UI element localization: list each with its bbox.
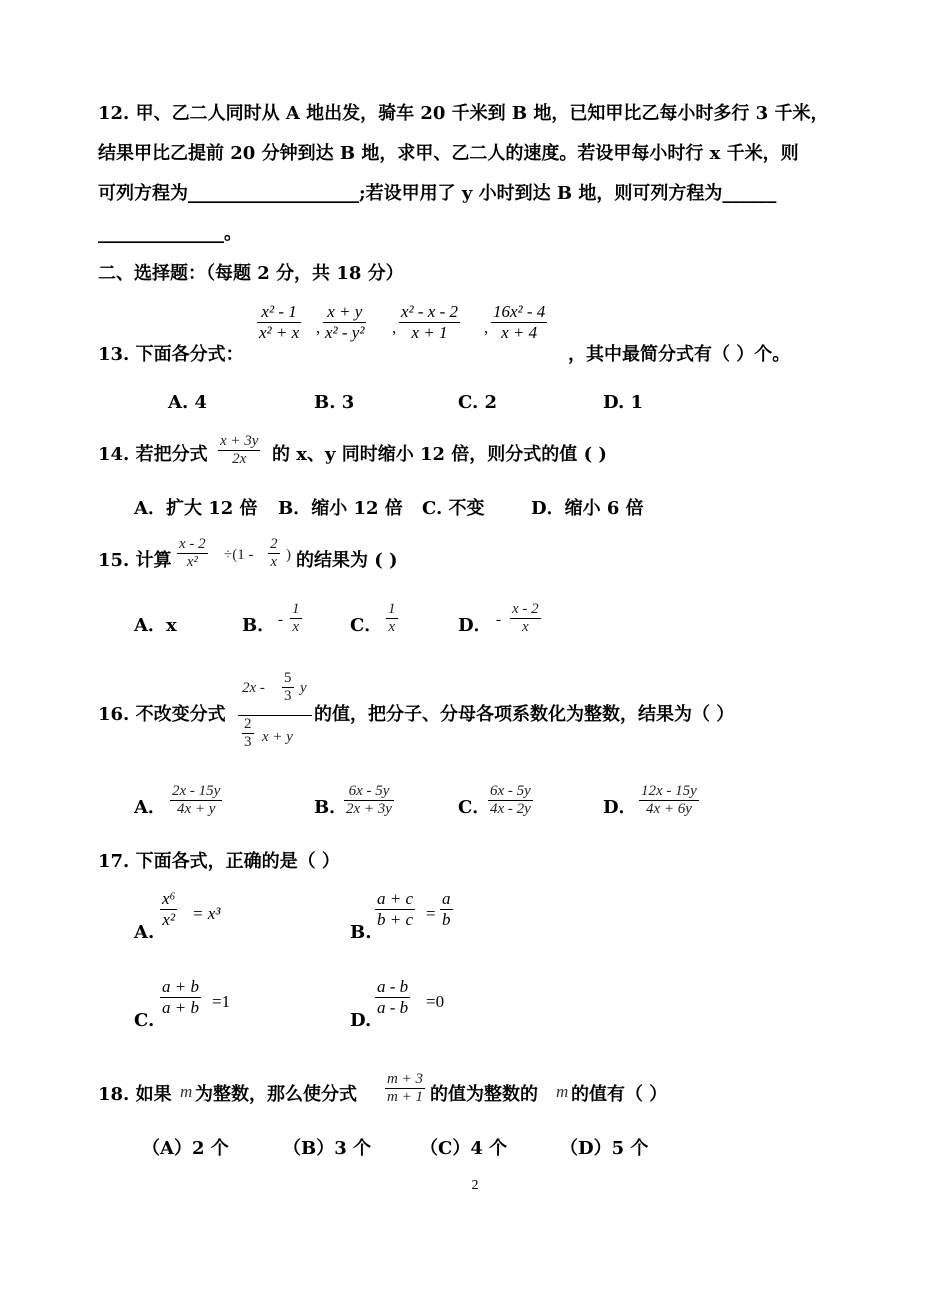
- q17-d-num: a - b: [377, 977, 409, 996]
- q15-a-label: A．: [134, 615, 166, 636]
- q17-b-eq: =: [426, 904, 436, 923]
- q17-b-rden: b: [442, 909, 451, 929]
- q15-option-c: C．: [350, 615, 383, 636]
- q16-den-frac: [242, 716, 254, 752]
- q17-c-rhs: =1: [212, 992, 231, 1011]
- q15-lead: 15. 计算: [98, 550, 172, 571]
- q14-den: 2x: [232, 451, 247, 468]
- q13-f3-den: x + 1: [411, 322, 448, 342]
- q14-option-a: A．扩大 12 倍: [134, 498, 258, 519]
- q15-tail: 的结果为 ( ): [296, 550, 398, 571]
- q16-tail: 的值，把分子、分母各项系数化为整数，结果为（ ）: [314, 704, 735, 725]
- q16-nf-num: 5: [282, 670, 294, 688]
- q18-tail: 的值有（ ）: [571, 1084, 668, 1105]
- q15-fraction-2: [268, 536, 280, 572]
- q16-d-num: 12x - 15y: [639, 783, 699, 801]
- q16-d-fraction: [639, 783, 699, 819]
- q16-b-fraction: [344, 783, 394, 819]
- q16-df-num: 2: [242, 716, 254, 734]
- q13-f3-num: x² - x - 2: [401, 302, 459, 321]
- q17-d-rhs: =0: [426, 992, 445, 1011]
- q14-fraction: [218, 433, 260, 469]
- q16-complex-fraction: [238, 670, 312, 768]
- q17-d-fraction: [375, 977, 410, 1017]
- q15-f2-den: x: [270, 554, 278, 571]
- q16-b-den: 2x + 3y: [346, 801, 392, 818]
- q15-option-a: [134, 611, 177, 637]
- q13-f1-den: x² + x: [259, 322, 300, 342]
- q14-tail: 的 x、y 同时缩小 12 倍，则分式的值 ( ): [272, 444, 607, 465]
- q16-b-num: 6x - 5y: [344, 783, 394, 801]
- q17-d-den: a - b: [377, 997, 409, 1017]
- q16-a-num: 2x - 15y: [170, 783, 222, 801]
- q16-option-d: D．: [603, 797, 637, 818]
- q14-option-b: B．缩小 12 倍: [278, 498, 403, 519]
- q17-a-rhs: = x³: [192, 904, 221, 923]
- q12-line3: 可列方程为___________________;若设甲用了 y 小时到达 B 地，则可列方程为______: [98, 183, 777, 204]
- q13-option-a: A. 4: [168, 392, 208, 413]
- q18-option-b: （B）3 个: [283, 1138, 372, 1159]
- q14-num: x + 3y: [218, 433, 260, 451]
- q17-b-rnum: a: [442, 889, 451, 908]
- q17-c-fraction: [160, 977, 201, 1017]
- q16-c-den: 4x - 2y: [490, 801, 531, 818]
- q15-c-den: x: [388, 619, 396, 636]
- q18-var-m: m: [180, 1082, 193, 1101]
- q15-a-text: x: [165, 615, 177, 636]
- q16-option-a: A．: [134, 797, 166, 818]
- q13-lead: 13. 下面各分式：: [98, 344, 244, 365]
- q16-a-fraction: [170, 783, 222, 819]
- q17-a-den: x²: [162, 909, 176, 929]
- q13-fraction-1: [257, 302, 301, 342]
- q16-c-fraction: [488, 783, 533, 819]
- q17-option-c: C.: [134, 1010, 155, 1031]
- q17-c-num: a + b: [162, 977, 199, 996]
- q18-num: m + 3: [385, 1071, 425, 1089]
- q18-fraction: [385, 1071, 425, 1107]
- page-number: 2: [471, 1178, 479, 1193]
- q15-f2-num: 2: [268, 536, 280, 554]
- q13-option-d: D. 1: [603, 392, 644, 413]
- q18-option-a: （A）2 个: [142, 1138, 229, 1159]
- q15-option-b: B．: [242, 615, 276, 636]
- q17-c-den: a + b: [162, 997, 199, 1017]
- q13-f4-num: 16x² - 4: [493, 302, 546, 321]
- q15-d-num: x - 2: [510, 601, 541, 619]
- q17-a-num: x⁶: [162, 889, 176, 908]
- q17-a-fraction: [160, 889, 177, 929]
- q18-den: m + 1: [387, 1089, 423, 1106]
- q16-nf-den: 3: [284, 688, 292, 705]
- q12-line4: ______________。: [98, 223, 242, 244]
- comma: ,: [316, 318, 321, 337]
- q15-b-sign: -: [278, 612, 283, 628]
- q17-option-a: A.: [134, 922, 155, 943]
- q14-option-c: C. 不变: [422, 498, 485, 519]
- q15-close-paren: ): [286, 547, 291, 563]
- q16-a-den: 4x + y: [176, 801, 216, 818]
- q15-divide: ÷(1 -: [224, 547, 254, 563]
- q13-f4-den: x + 4: [501, 322, 538, 342]
- q15-b-fraction: [290, 601, 302, 637]
- q16-d-den: 4x + 6y: [645, 801, 692, 818]
- q17-option-d: D.: [350, 1010, 372, 1031]
- q13-fraction-3: [399, 302, 460, 342]
- q16-num-b: y: [300, 680, 307, 696]
- q16-c-num: 6x - 5y: [488, 783, 533, 801]
- q17-lead: 17. 下面各式，正确的是（ ）: [98, 851, 340, 872]
- comma: ,: [484, 318, 489, 337]
- q17-b-fraction: [375, 889, 415, 929]
- q16-lead: 16. 不改变分式: [98, 704, 226, 725]
- q12-line1: 12. 甲、乙二人同时从 A 地出发，骑车 20 千米到 B 地，已知甲比乙每小时多行 3 千米，: [98, 103, 829, 124]
- q16-df-den: 3: [244, 734, 252, 751]
- q16-num-frac: [282, 670, 294, 706]
- q18-mid2: 的值为整数的: [430, 1084, 538, 1105]
- q14-lead: 14. 若把分式: [98, 444, 208, 465]
- q16-option-b: B．: [314, 797, 348, 818]
- q17-option-b: B.: [350, 922, 372, 943]
- q17-b-rhs-fraction: [440, 889, 453, 929]
- q18-option-c: （C）4 个: [420, 1138, 508, 1159]
- q16-den-b: x + y: [262, 729, 293, 745]
- q15-f1-num: x - 2: [177, 536, 208, 554]
- q13-option-c: C. 2: [458, 392, 498, 413]
- q15-fraction-1: [177, 536, 208, 572]
- q17-b-num: a + c: [377, 889, 414, 908]
- q16-option-c: C．: [458, 797, 491, 818]
- section-heading: 二、选择题：（每题 2 分，共 18 分）: [98, 263, 404, 284]
- q14-option-d: D．缩小 6 倍: [531, 498, 644, 519]
- q18-option-d: （D）5 个: [560, 1138, 649, 1159]
- q15-f1-den: x²: [186, 554, 198, 571]
- q13-f1-num: x² - 1: [257, 302, 301, 323]
- q15-option-d: D．: [458, 615, 492, 636]
- q13-f2-den: x² - y²: [325, 322, 365, 342]
- q16-num-a: 2x -: [242, 680, 265, 696]
- comma: ,: [392, 318, 397, 337]
- q15-d-sign: -: [496, 612, 501, 628]
- q18-var-m-2: m: [556, 1082, 569, 1101]
- q15-d-den: x: [521, 619, 529, 636]
- q17-b-den: b + c: [377, 909, 414, 929]
- q18-lead: 18. 如果: [98, 1084, 172, 1105]
- q12-line2: 结果甲比乙提前 20 分钟到达 B 地，求甲、乙二人的速度。若设甲每小时行 x 千米，则: [98, 143, 799, 164]
- q13-f2-num: x + y: [323, 302, 366, 323]
- q13-option-b: B. 3: [314, 392, 355, 413]
- q18-mid: 为整数，那么使分式: [195, 1084, 357, 1105]
- q15-c-fraction: [386, 601, 398, 637]
- q15-d-fraction: [510, 601, 541, 637]
- q13-fraction-2: [323, 302, 366, 342]
- q15-c-num: 1: [386, 601, 398, 619]
- q15-b-num: 1: [290, 601, 302, 619]
- q13-fraction-4: [491, 302, 547, 342]
- q15-b-den: x: [292, 619, 300, 636]
- q13-tail: ，其中最简分式有（ ）个。: [568, 344, 791, 365]
